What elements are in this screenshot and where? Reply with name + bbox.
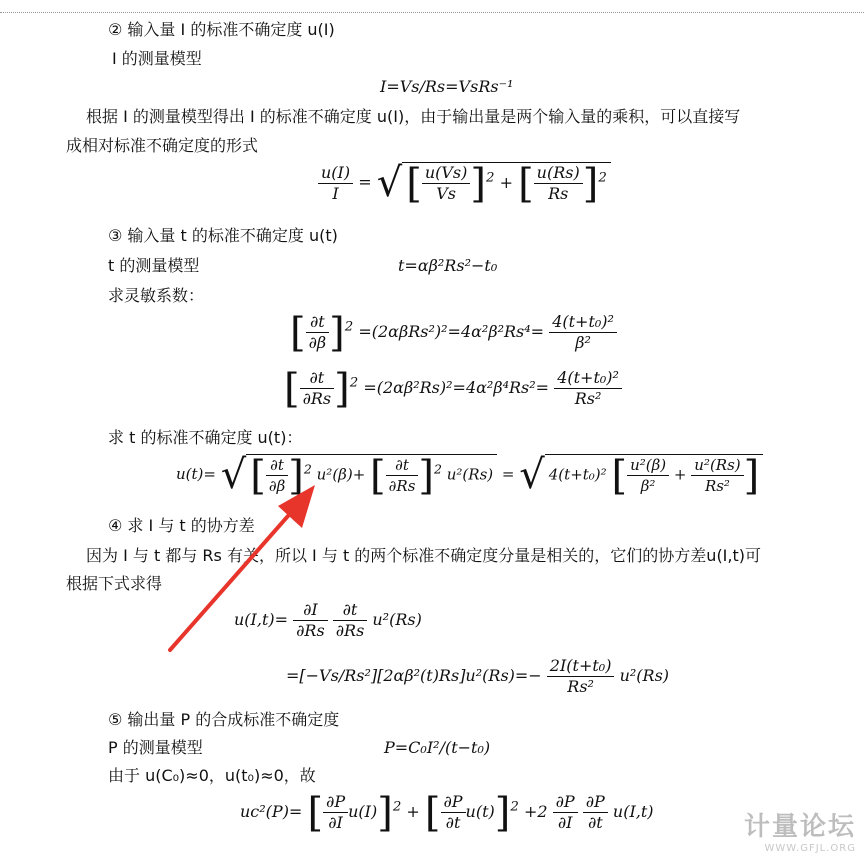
combined-uncertainty-equation: uc²(P)= [ $\frac{\partial P}{\partial I}$ u(I)]$^2$ + [ $\frac{\partial P}{\partial t}$ u(t)]$^2$ +2 $\frac{\partial P}{\partial I}$ $\frac{\partial P}{\partial t}$ u(I,t) — [240, 789, 654, 836]
sec2-model-equation: I=Vs/Rs=VsRs⁻¹ — [380, 77, 514, 96]
sec5-model-equation: P=C₀I²/(t−t₀) — [384, 738, 491, 757]
sensitivity-rs-equation: [ $\frac{\partial t}{\partial Rs}$ ]$^2$ =(2αβ²Rs)²=4α²β⁴Rs²= $\frac{\text{4(t+t₀)²}}{\text{Rs²}}$ — [284, 368, 622, 409]
covariance-equation-line1: u(I,t)= $\frac{\partial I}{\partial Rs}$ $\frac{\partial t}{\partial Rs}$ u²(Rs) — [234, 600, 422, 640]
sec3-model-label: t 的测量模型 — [108, 256, 200, 275]
sec5-heading: ⑤ 输出量 P 的合成标准不确定度 — [108, 710, 340, 729]
watermark — [744, 806, 856, 854]
sec4-paragraph-line2: 根据下式求得 — [66, 574, 163, 593]
page-top-rule — [0, 12, 864, 13]
sec3-heading: ③ 输入量 t 的标准不确定度 u(t) — [108, 226, 338, 245]
sec4-heading: ④ 求 I 与 t 的协方差 — [108, 516, 255, 535]
watermark-url: WWW.GFJL.ORG — [764, 843, 856, 854]
relative-uncertainty-equation: $\frac{u(I)}{I}$ = √ [ $\frac{u(Vs)}{Vs}$ ]$^2$ + [ $\frac{u(Rs)}{Rs}$ ]$^2$ — [318, 162, 611, 204]
sec5-model-label: P 的测量模型 — [108, 738, 203, 757]
sec3-model-equation: t=αβ²Rs²−t₀ — [398, 256, 498, 275]
sec2-heading: ② 输入量 I 的标准不确定度 u(I) — [108, 20, 335, 39]
sec3-ut-label: 求 t 的标准不确定度 u(t)： — [108, 428, 303, 447]
sec2-model-label: I 的测量模型 — [112, 49, 202, 68]
sensitivity-beta-equation: [ $\frac{\partial t}{\partial\beta}$ ]$^2$ =(2αβRs²)²=4α²β²Rs⁴= $\frac{\text{4(t+t₀)²}}{\text{β²}}$ — [290, 312, 617, 353]
sec4-paragraph-line1: 因为 I 与 t 都与 Rs 有关，所以 I 与 t 的两个标准不确定度分量是相关的，它们的协方差u(I,t)可 — [86, 546, 762, 565]
red-annotation-arrow-icon — [160, 470, 330, 660]
ut-combined-equation: u(t)= √ [ $\frac{\partial t}{\partial\beta}$ ]$^2$ u²(β)+ [ $\frac{\partial t}{\partial Rs}$ ]$^2$ u²(Rs) = √ 4(t+t₀)² [ $\frac{\text{u²(β)}}{\text{β²}}$ + $\frac{\text{u²(Rs)}}{\text{Rs²}}$ ] — [176, 454, 763, 496]
watermark-logo: 计量论坛 — [743, 812, 856, 842]
sec2-paragraph-line2: 成相对标准不确定度的形式 — [66, 136, 259, 155]
sec3-sensitivity-label: 求灵敏系数： — [108, 286, 205, 305]
sec2-paragraph-line1: 根据 I 的测量模型得出 I 的标准不确定度 u(I)，由于输出量是两个输入量的乘积，可以直接写 — [86, 107, 741, 126]
covariance-equation-line2: =[−Vs/Rs²][2αβ²(t)Rs]u²(Rs)=− $\frac{\text{2I(t+t₀)}}{\text{Rs²}}$ u²(Rs) — [286, 656, 670, 696]
sec5-condition: 由于 u(C₀)≈0，u(t₀)≈0，故 — [108, 766, 316, 785]
